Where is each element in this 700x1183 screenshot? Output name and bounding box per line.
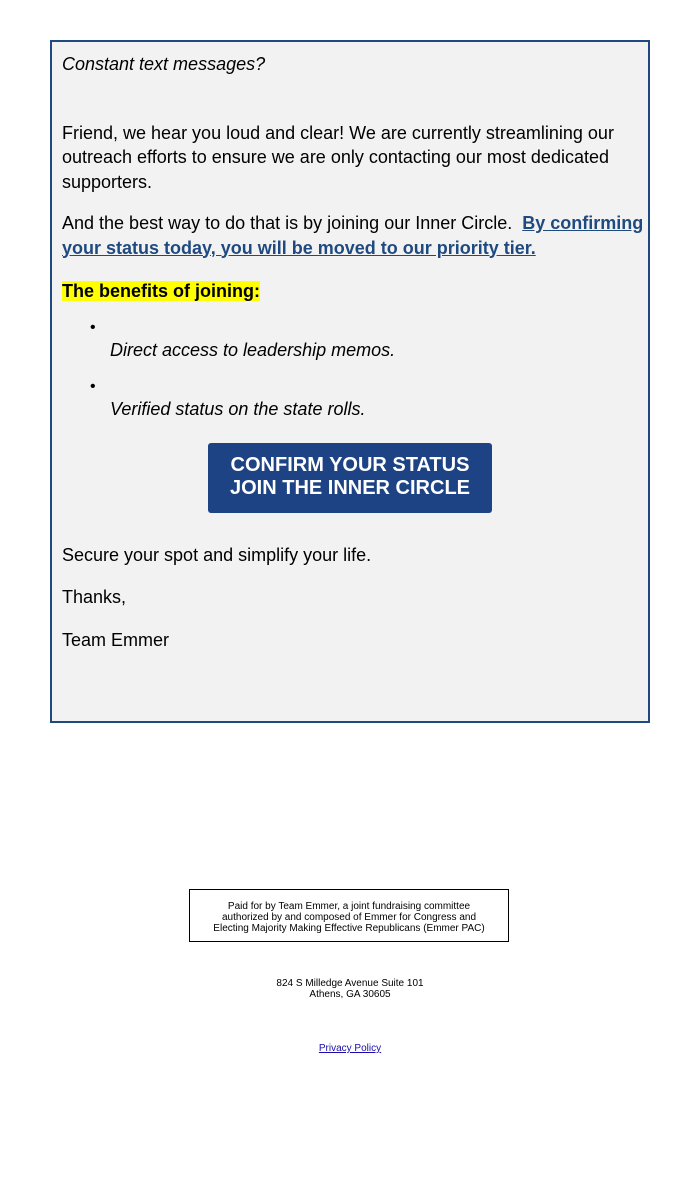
closing-text: Secure your spot and simplify your life. bbox=[62, 544, 372, 565]
disclaimer-line: Electing Majority Making Effective Republicans (Emmer PAC) bbox=[213, 923, 485, 934]
benefit-text: Direct access to leadership memos. bbox=[110, 339, 396, 360]
intro-question: Constant text messages? bbox=[62, 54, 266, 74]
mailing-address bbox=[0, 978, 700, 1000]
paragraph-2 bbox=[62, 211, 648, 260]
disclaimer-line: authorized by and composed of Emmer for Congress and bbox=[221, 912, 477, 923]
bullet-icon: • bbox=[90, 318, 96, 336]
privacy-policy-link[interactable]: Privacy Policy bbox=[318, 1043, 382, 1054]
cta-line-2: JOIN THE INNER CIRCLE bbox=[229, 477, 471, 499]
cta-line-1: CONFIRM YOUR STATUS bbox=[230, 453, 470, 476]
benefits-heading-text: The benefits of joining: bbox=[62, 281, 260, 301]
signature: Team Emmer bbox=[62, 629, 170, 650]
paragraph-1: Friend, we hear you loud and clear! We are currently streamlining our outreach efforts to ensure we are only contacting our most dedicated supporters. bbox=[62, 122, 614, 192]
paragraph-2-text: And the best way to do that is by joining our Inner Circle. bbox=[62, 213, 513, 233]
address-line: Athens, GA 30605 bbox=[309, 989, 391, 1000]
list-item bbox=[90, 318, 648, 363]
disclaimer-line: Paid for by Team Emmer, a joint fundraising committee bbox=[227, 901, 471, 912]
priority-tier-link[interactable]: By confirming your status today, you will be moved to our priority tier. bbox=[62, 213, 644, 258]
bullet-icon: • bbox=[90, 378, 96, 395]
email-card bbox=[50, 40, 650, 723]
thanks-text: Thanks, bbox=[62, 587, 127, 607]
benefit-text: Verified status on the state rolls. bbox=[110, 399, 366, 419]
address-line: 824 S Milledge Avenue Suite 101 bbox=[276, 978, 424, 989]
benefits-list bbox=[62, 318, 648, 422]
benefits-heading bbox=[62, 279, 648, 304]
list-item bbox=[90, 377, 648, 422]
paid-for-disclaimer bbox=[189, 889, 509, 942]
confirm-status-button[interactable] bbox=[208, 443, 492, 513]
